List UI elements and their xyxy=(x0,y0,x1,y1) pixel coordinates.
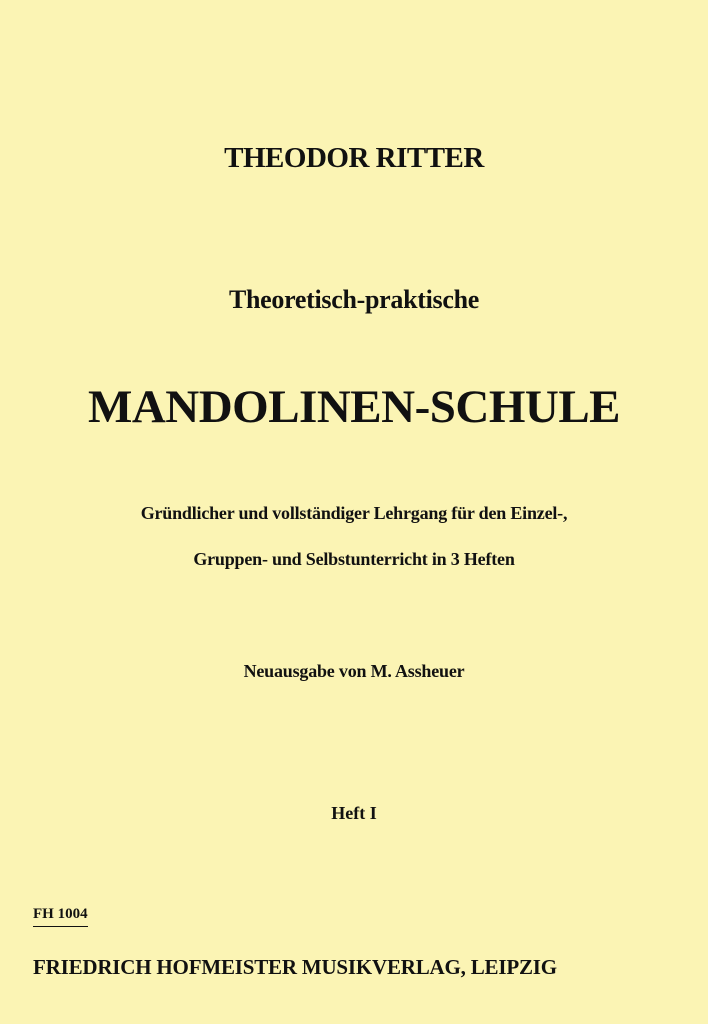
editor-credit: Neuausgabe von M. Assheuer xyxy=(243,661,465,681)
catalog-number: FH 1004 xyxy=(33,905,88,927)
pre-title: Theoretisch-praktische xyxy=(228,285,479,314)
subtitle-line-2: Gruppen- und Selbstunterricht in 3 Heften xyxy=(193,549,515,569)
author-name: THEODOR RITTER xyxy=(224,142,484,174)
main-title: MANDOLINEN-SCHULE xyxy=(87,381,621,433)
volume-label: Heft I xyxy=(331,803,377,823)
publisher-name: FRIEDRICH HOFMEISTER MUSIKVERLAG, LEIPZIG xyxy=(33,955,557,979)
subtitle-line-1: Gründlicher und vollständiger Lehrgang für den Einzel-, xyxy=(140,503,568,523)
